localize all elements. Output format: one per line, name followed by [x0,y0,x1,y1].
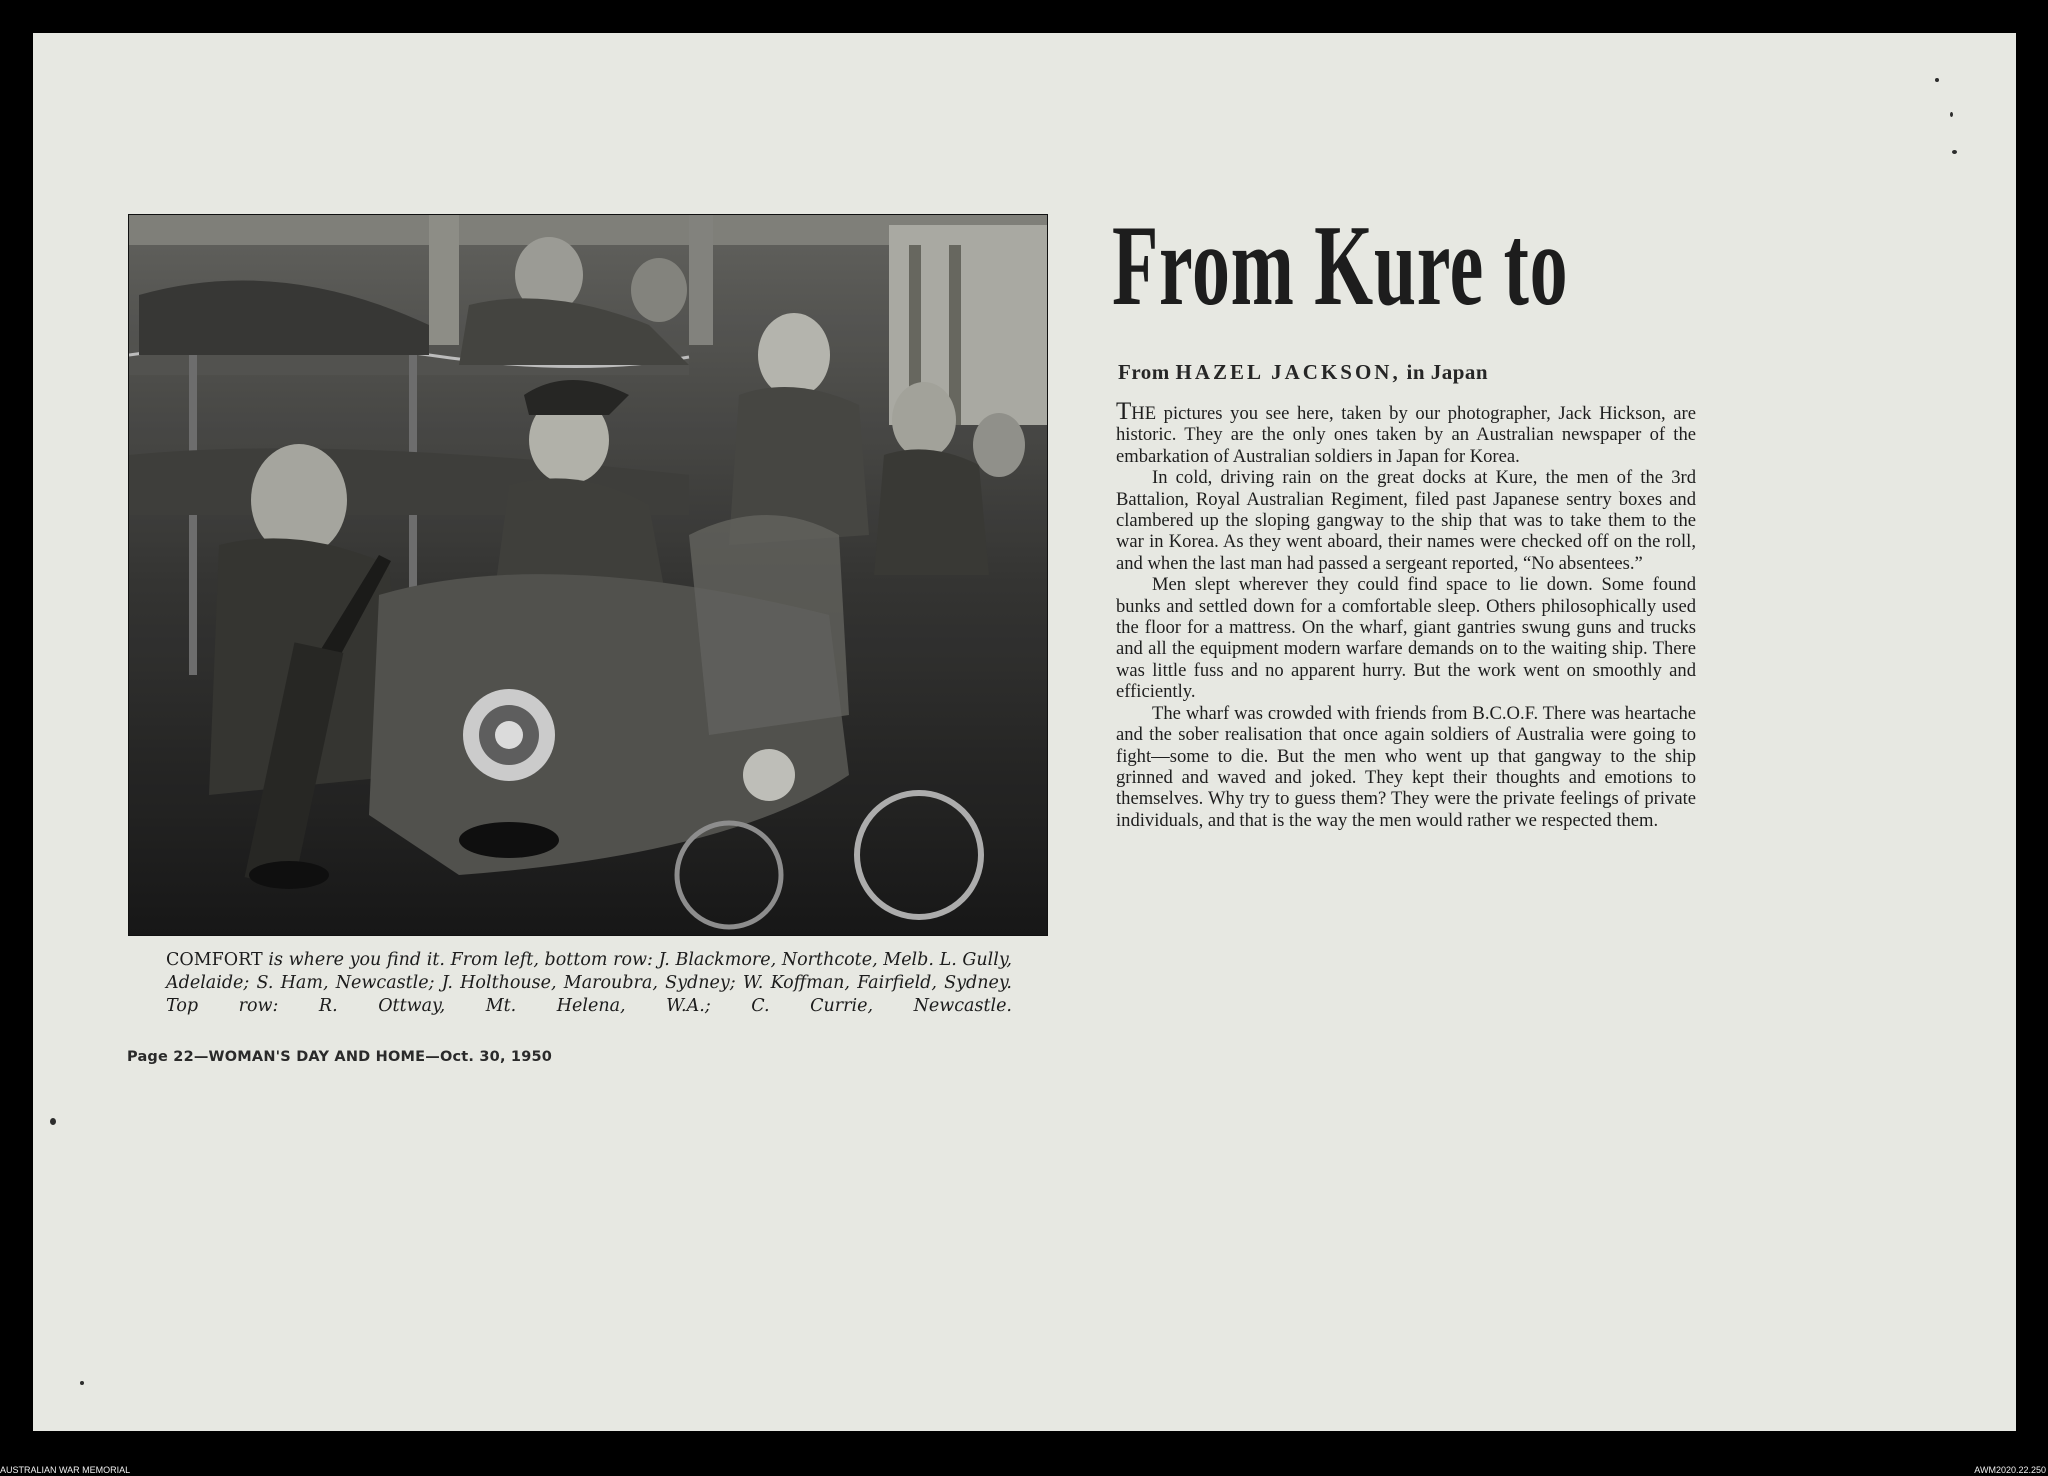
footer-accession-number: AWM2020.22.250 [1974,1465,2046,1475]
headline: From Kure to [1112,202,1569,329]
article-paragraph-3: Men slept wherever they could find space to lie down. Some found bunks and settled down for a comfortable sleep. Others philosophically used the floor for a mattress. On the wharf, giant gantries swung guns and trucks and all the equipment modern warfare demands on to the waiting ship. There was little fuss and no apparent hurry. But the work went on smoothly and efficiently. [1116,574,1696,703]
dust-speck [1952,150,1957,154]
caption-text: is where you find it. From left, bottom row: J. Blackmore, Northcote, Melb. L. Gully, Adelaide; S. Ham, Newcastle; J. Holthouse, Maroubra, Sydney; W. Koffman, Fairfield, Sydney. Top row: R. Ottway, Mt. Helena, W.A.; C. Currie, Newcastle. [166,950,1012,1016]
paragraph-1-text: HE pictures you see here, taken by our photographer, Jack Hickson, are historic. They are the only ones taken by an Australian newspaper of the embarkation of Australian soldiers in Japan for Korea. [1116,403,1696,467]
caption-lead: COMFORT [166,950,263,970]
byline-name: HAZEL JACKSON, [1175,360,1401,384]
byline-prefix: From [1118,360,1170,384]
footer-institution: AUSTRALIAN WAR MEMORIAL [0,1465,131,1475]
soldiers-photograph [128,214,1048,936]
byline-suffix: in Japan [1406,360,1489,384]
dust-speck [50,1118,56,1125]
article-paragraph-4: The wharf was crowded with friends from B.C.O.F. There was heartache and the sober realisation that once again soldiers of Australia were going to fight—some to die. But the men who went up that gangway to the ship grinned and waved and joked. They kept their thoughts and emotions to themselves. Why try to guess them? They were the private feelings of private individuals, and that is the way the men would rather we respected them. [1116,702,1696,831]
dust-speck [1950,112,1953,117]
byline [1118,360,1488,385]
article-body [1116,398,1696,831]
article-paragraph-2: In cold, driving rain on the great docks at Kure, the men of the 3rd Battalion, Royal Australian Regiment, filed past Japanese sentry boxes and clambered up the sloping gangway to the ship that was to take them to the war in Korea. As they went aboard, their names were checked off on the roll, and when the last man had passed a sergeant reported, “No absentees.” [1116,467,1696,574]
dust-speck [80,1381,84,1385]
article-paragraph-1 [1116,398,1696,467]
photo-caption [166,949,1012,1018]
drop-cap: T [1116,398,1132,425]
page-folio: Page 22—WOMAN'S DAY AND HOME—Oct. 30, 1950 [127,1049,553,1065]
dust-speck [1935,78,1939,82]
photograph-image [129,215,1047,935]
